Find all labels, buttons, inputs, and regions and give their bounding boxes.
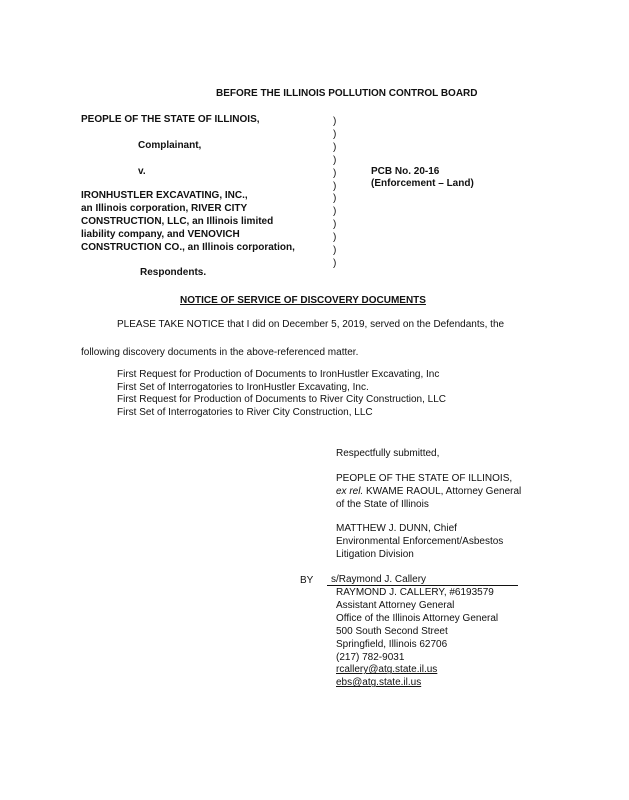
document-item: First Request for Production of Documents to River City Construction, LLC (117, 394, 447, 406)
party-block (336, 473, 521, 512)
paren: ) (333, 128, 337, 140)
attorney-line: RAYMOND J. CALLERY, #6193579 (336, 587, 494, 598)
attorney-line: (217) 782-9031 (336, 651, 405, 663)
paren: ) (333, 193, 337, 205)
ex-rel-line (336, 486, 521, 499)
board-title: BEFORE THE ILLINOIS POLLUTION CONTROL BOARD (216, 88, 478, 99)
case-number: PCB No. 20-16 (371, 166, 440, 177)
defendants-block (81, 190, 295, 255)
document-item: First Set of Interrogatories to River City Construction, LLC (117, 407, 373, 419)
case-type: (Enforcement – Land) (371, 178, 474, 189)
party-line: of the State of Illinois (336, 498, 429, 510)
chief-line: Environmental Enforcement/Asbestos (336, 535, 504, 547)
notice-body-line1: PLEASE TAKE NOTICE that I did on December 5, 2019, served on the Defendants, the (117, 319, 505, 330)
paren: ) (333, 116, 337, 127)
paren: ) (333, 141, 337, 153)
plaintiff-name: PEOPLE OF THE STATE OF ILLINOIS, (81, 114, 260, 125)
paren: ) (333, 154, 337, 166)
ex-rel-italic: ex rel. (336, 485, 364, 497)
respondents-label: Respondents. (140, 267, 207, 278)
defendant-line: CONSTRUCTION, LLC, an Illinois limited (81, 215, 274, 227)
attorney-line: 500 South Second Street (336, 625, 448, 637)
document-item: First Set of Interrogatories to IronHustler Excavating, Inc. (117, 381, 369, 393)
complainant-label: Complainant, (138, 140, 202, 151)
signature-signed: s/Raymond J. Callery (331, 574, 427, 585)
documents-list (117, 369, 446, 420)
email-link[interactable]: ebs@atg.state.il.us (336, 677, 422, 689)
attorney-line: Springfield, Illinois 62706 (336, 638, 448, 650)
notice-heading: NOTICE OF SERVICE OF DISCOVERY DOCUMENTS (180, 295, 426, 306)
defendant-line: IRONHUSTLER EXCAVATING, INC., (81, 190, 248, 201)
paren: ) (333, 245, 337, 257)
defendant-line: an Illinois corporation, RIVER CITY (81, 202, 248, 214)
paren: ) (333, 206, 337, 218)
paren: ) (333, 232, 337, 244)
paren: ) (333, 180, 337, 192)
attorney-line: Office of the Illinois Attorney General (336, 612, 499, 624)
attorney-line: Assistant Attorney General (336, 599, 455, 611)
chief-line: MATTHEW J. DUNN, Chief (336, 523, 457, 534)
paren: ) (333, 167, 337, 179)
closing: Respectfully submitted, (336, 448, 440, 459)
defendant-line: CONSTRUCTION CO., an Illinois corporation, (81, 241, 295, 253)
attorney-block (336, 587, 498, 690)
chief-line: Litigation Division (336, 548, 414, 560)
notice-body-line2: following discovery documents in the above-referenced matter. (81, 347, 359, 358)
by-label: BY (300, 575, 314, 586)
caption-paren-column (333, 116, 336, 271)
paren: ) (333, 257, 337, 269)
versus-label: v. (138, 166, 146, 177)
document-item: First Request for Production of Documents to IronHustler Excavating, Inc (117, 369, 440, 380)
paren: ) (333, 219, 337, 231)
party-line: PEOPLE OF THE STATE OF ILLINOIS, (336, 473, 513, 484)
email-link[interactable]: rcallery@atg.state.il.us (336, 664, 438, 676)
ex-rel-rest: KWAME RAOUL, Attorney General (363, 485, 522, 497)
chief-block (336, 523, 503, 562)
defendant-line: liability company, and VENOVICH (81, 228, 240, 240)
signature-line (327, 585, 518, 586)
